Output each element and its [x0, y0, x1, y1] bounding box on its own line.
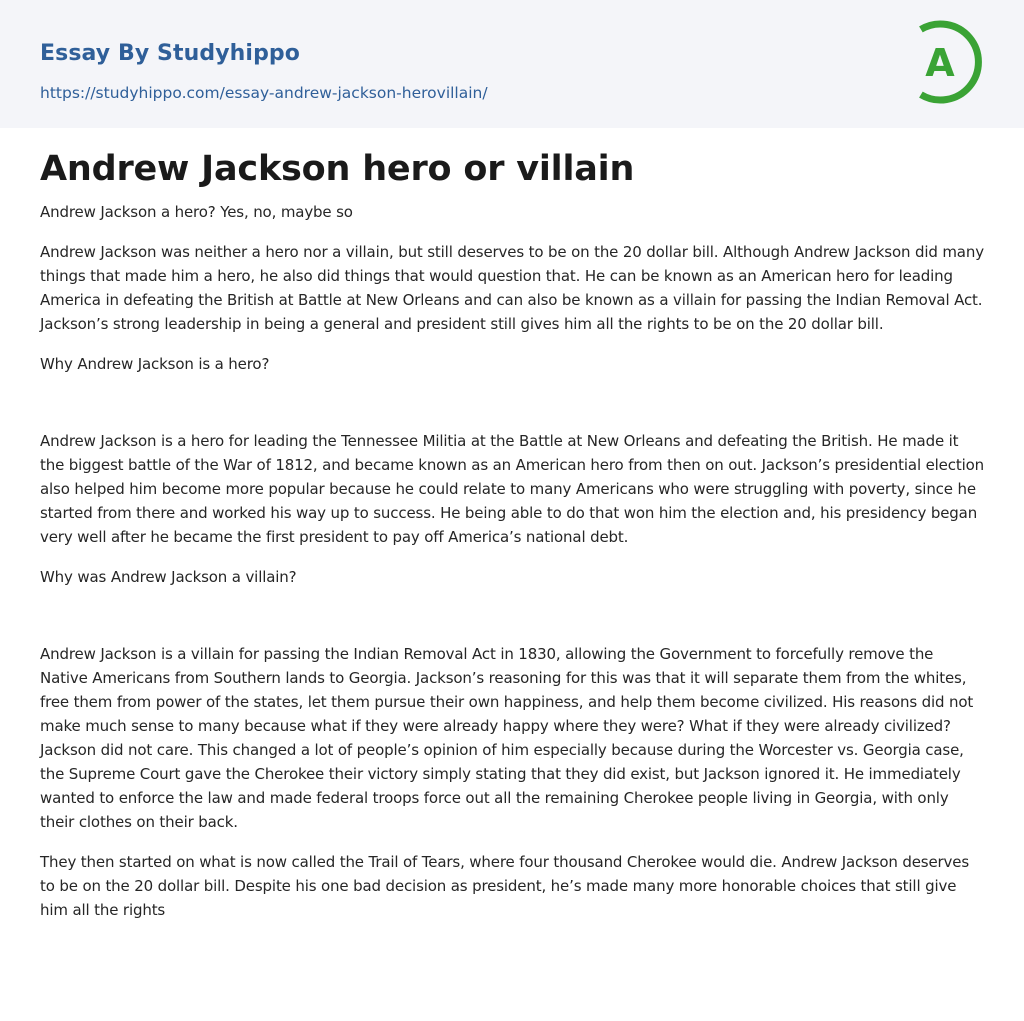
article-paragraph-villain: Andrew Jackson is a villain for passing the Indian Removal Act in 1830, allowing the Government to forcefully remove the Native Americans from Southern lands to Georgia. Jackson’s reasoning for this was that it will separate them from the whites, free them from power of the states, let them pursue their own happiness, and help them become civilized. His reasons did not make much sense to many because what if they were already happy where they were? What if they were already civilized? Jackson did not care. This changed a lot of people’s opinion of him especially because during the Worcester vs. Georgia case, the Supreme Court gave the Cherokee their victory simply stating that they did exist, but Jackson ignored it. He immediately wanted to enforce the law and made federal troops force out all the remaining Cherokee people living in Georgia, with only their clothes on their back. — [40, 645, 974, 831]
section-heading-villain: Why was Andrew Jackson a villain? — [40, 568, 297, 586]
source-url-link[interactable]: https://studyhippo.com/essay-andrew-jackson-herovillain/ — [40, 84, 488, 102]
logo-letter: A — [925, 41, 955, 85]
site-header — [0, 0, 1024, 128]
section-heading-hero: Why Andrew Jackson is a hero? — [40, 355, 270, 373]
article — [0, 147, 1024, 922]
article-paragraph-conclusion: They then started on what is now called the Trail of Tears, where four thousand Cherokee would die. Andrew Jackson deserves to be on the 20 dollar bill. Despite his one bad decision as president, he’s made many more honorable choices that still give him all the rights — [40, 853, 970, 919]
article-paragraph-intro: Andrew Jackson was neither a hero nor a villain, but still deserves to be on the 20 dollar bill. Although Andrew Jackson did many things that made him a hero, he also did things that would question that. He can be known as an American hero for leading America in defeating the British at Battle at New Orleans and can also be known as a villain for passing the Indian Removal Act. Jackson’s strong leadership in being a general and president still gives him all the rights to be on the 20 dollar bill. — [40, 243, 984, 333]
site-name[interactable]: Essay By Studyhippo — [40, 41, 300, 66]
article-title: Andrew Jackson hero or villain — [40, 149, 635, 189]
article-subtitle: Andrew Jackson a hero? Yes, no, maybe so — [40, 203, 353, 221]
studyhippo-logo-icon[interactable] — [912, 18, 988, 106]
article-paragraph-hero: Andrew Jackson is a hero for leading the Tennessee Militia at the Battle at New Orleans and defeating the British. He made it the biggest battle of the War of 1812, and became known as an American hero from then on out. Jackson’s presidential election also helped him become more popular because he could relate to many Americans who were struggling with poverty, since he started from there and worked his way up to success. He being able to do that won him the election and, his presidency began very well after he became the first president to pay off America’s national debt. — [40, 432, 984, 546]
